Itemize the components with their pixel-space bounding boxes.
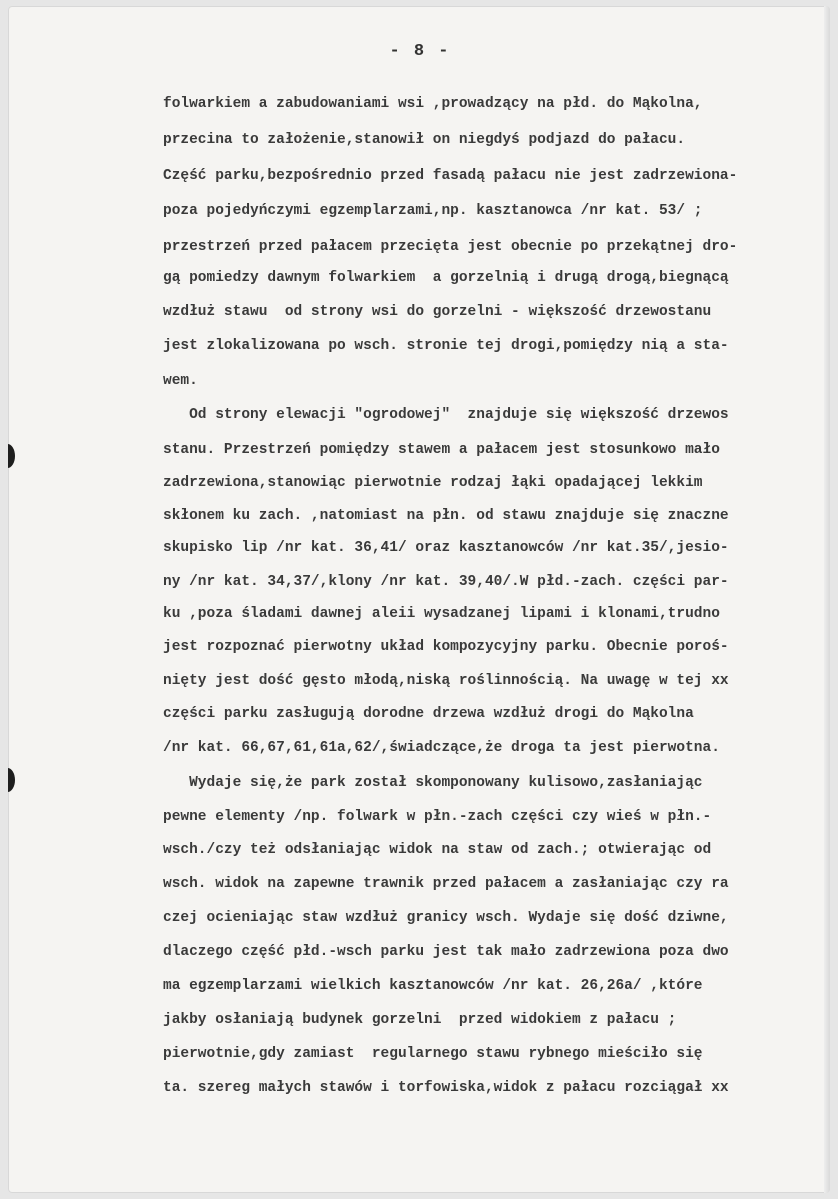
text-line: dlaczego część płd.-wsch parku jest tak mało zadrzewiona poza dwo (163, 944, 729, 960)
text-line: Od strony elewacji "ogrodowej" znajduje się większość drzewos (163, 407, 729, 423)
text-line: wsch./czy też odsłaniając widok na staw od zach.; otwierając od (163, 842, 712, 858)
text-line: skupisko lip /nr kat. 36,41/ oraz kasztanowców /nr kat.35/,jesio- (163, 540, 729, 556)
text-line: pewne elementy /np. folwark w płn.-zach części czy wieś w płn.- (163, 809, 712, 825)
text-line: ku ,poza śladami dawnej aleii wysadzanej lipami i klonami,trudno (163, 606, 720, 622)
text-line: nięty jest dość gęsto młodą,niską roślinnością. Na uwagę w tej xx (163, 673, 729, 689)
text-line: ny /nr kat. 34,37/,klony /nr kat. 39,40/.W płd.-zach. części par- (163, 574, 729, 590)
text-line: przestrzeń przed pałacem przecięta jest obecnie po przekątnej dro- (163, 239, 738, 255)
text-line: pierwotnie,gdy zamiast regularnego stawu rybnego mieściło się (163, 1046, 703, 1062)
text-line: gą pomiedzy dawnym folwarkiem a gorzelnią i drugą drogą,biegnącą (163, 270, 729, 286)
page-number: - 8 - (389, 42, 451, 61)
text-line: stanu. Przestrzeń pomiędzy stawem a pałacem jest stosunkowo mało (163, 442, 720, 458)
text-line: jest zlokalizowana po wsch. stronie tej drogi,pomiędzy nią a sta- (163, 338, 729, 354)
text-line: poza pojedyńczymi egzemplarzami,np. kasztanowca /nr kat. 53/ ; (163, 203, 703, 219)
text-line: jakby osłaniają budynek gorzelni przed widokiem z pałacu ; (163, 1012, 677, 1028)
text-line: folwarkiem a zabudowaniami wsi ,prowadzący na płd. do Mąkolna, (163, 96, 703, 112)
text-line: zadrzewiona,stanowiąc pierwotnie rodzaj łąki opadającej lekkim (163, 475, 703, 491)
text-line: Część parku,bezpośrednio przed fasadą pałacu nie jest zadrzewiona- (163, 168, 738, 184)
text-line: wem. (163, 373, 198, 389)
text-line: jest rozpoznać pierwotny układ kompozycyjny parku. Obecnie poroś- (163, 639, 729, 655)
text-line: czej ocieniając staw wzdłuż granicy wsch. Wydaje się dość dziwne, (163, 910, 729, 926)
typed-text-body (8, 6, 830, 1193)
text-line: wzdłuż stawu od strony wsi do gorzelni - większość drzewostanu (163, 304, 712, 320)
text-line: części parku zasługują dorodne drzewa wzdłuż drogi do Mąkolna (163, 706, 694, 722)
text-line: przecina to założenie,stanowił on niegdyś podjazd do pałacu. (163, 132, 686, 148)
document-page (8, 6, 830, 1193)
text-line: ta. szereg małych stawów i torfowiska,widok z pałacu rozciągał xx (163, 1080, 729, 1096)
text-line: /nr kat. 66,67,61,61a,62/,świadczące,że droga ta jest pierwotna. (163, 740, 720, 756)
text-line: skłonem ku zach. ,natomiast na płn. od stawu znajduje się znaczne (163, 508, 729, 524)
text-line: ma egzemplarzami wielkich kasztanowców /nr kat. 26,26a/ ,które (163, 978, 703, 994)
text-line: Wydaje się,że park został skomponowany kulisowo,zasłaniając (163, 775, 703, 791)
text-line: wsch. widok na zapewne trawnik przed pałacem a zasłaniając czy ra (163, 876, 729, 892)
